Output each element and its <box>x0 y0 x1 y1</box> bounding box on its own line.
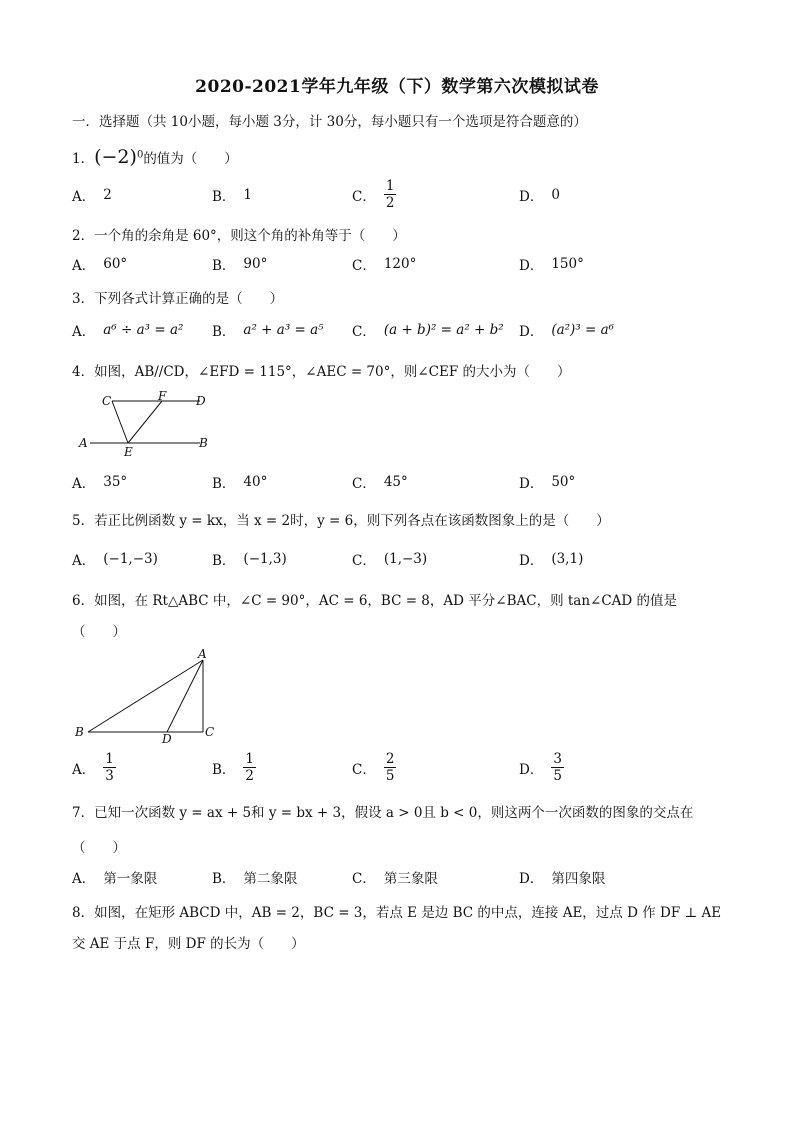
question-8: 8．如图，在矩形 ABCD 中，AB = 2，BC = 3，若点 E 是边 BC 的中点，连接 AE，过点 D 作 DF ⊥ AE <box>72 905 722 921</box>
option-c[interactable]: C． 第三象限 <box>352 871 438 887</box>
option-a[interactable]: A． 第一象限 <box>72 871 158 887</box>
option-b[interactable]: B． a² + a³ = a⁵ <box>212 322 324 340</box>
option-c[interactable]: C． $\frac{1}{2}$ <box>352 177 395 211</box>
q6-figure <box>72 644 232 746</box>
option-d[interactable]: D． (3,1) <box>519 551 584 569</box>
option-a[interactable]: A． 2 <box>72 187 112 205</box>
option-a[interactable]: A． a⁶ ÷ a³ = a² <box>72 322 184 340</box>
question-3: 3．下列各式计算正确的是（ ） <box>72 291 284 307</box>
q4-options <box>72 464 732 500</box>
option-d[interactable]: D． 50° <box>519 474 576 492</box>
option-a[interactable]: A． (−1,−3) <box>72 551 158 569</box>
option-b[interactable]: B． 40° <box>212 474 268 492</box>
label-d: D <box>162 732 172 746</box>
section-heading: 一．选择题（共 10小题，每小题 3分，计 30分，每小题只有一个选项是符合题意的） <box>72 114 587 130</box>
question-2: 2．一个角的余角是 60°，则这个角的补角等于（ ） <box>72 228 406 244</box>
label-b: B <box>199 436 208 450</box>
question-6-blank: （ ） <box>72 624 126 640</box>
fraction: $\frac{1}{2}$ <box>385 177 395 211</box>
question-4: 4．如图，AB//CD，∠EFD = 115°，∠AEC = 70°，则∠CEF 的大小为（ ） <box>72 364 571 380</box>
q1-options <box>72 177 732 213</box>
side-ab <box>88 660 203 732</box>
question-1 <box>72 146 238 168</box>
option-c[interactable]: C． 120° <box>352 256 417 274</box>
option-c[interactable]: C． (a + b)² = a² + b² <box>352 322 504 340</box>
option-d[interactable]: D． (a²)³ = a⁶ <box>519 322 615 340</box>
fraction: $\frac{1}{3}$ <box>105 750 114 784</box>
exam-title: 2020-2021学年九年级（下）数学第六次模拟试卷 <box>195 77 599 97</box>
fraction: $\frac{3}{5}$ <box>553 750 562 784</box>
label-e: E <box>124 445 133 459</box>
q4-figure <box>72 388 232 460</box>
q3-options <box>72 312 732 348</box>
option-a[interactable]: A． $\frac{1}{3}$ <box>72 750 114 784</box>
option-b[interactable]: B． (−1,3) <box>212 551 287 569</box>
q2-options <box>72 246 732 282</box>
label-b: B <box>75 725 84 739</box>
option-d[interactable]: D． 150° <box>519 256 584 274</box>
option-c[interactable]: C． $\frac{2}{5}$ <box>352 750 395 784</box>
option-b[interactable]: B． $\frac{1}{2}$ <box>212 750 255 784</box>
option-a[interactable]: A． 35° <box>72 474 128 492</box>
question-6: 6．如图，在 Rt△ABC 中，∠C = 90°，AC = 6，BC = 8，AD 平分∠BAC，则 tan∠CAD 的值是 <box>72 593 678 609</box>
label-a: A <box>79 436 88 450</box>
q1-text: 的值为（ ） <box>143 151 238 167</box>
option-b[interactable]: B． 90° <box>212 256 268 274</box>
label-a: A <box>198 647 207 661</box>
fraction: $\frac{1}{2}$ <box>245 750 255 784</box>
question-7-blank: （ ） <box>72 840 126 856</box>
option-d[interactable]: D． 0 <box>519 187 560 205</box>
option-d[interactable]: D． $\frac{3}{5}$ <box>519 750 562 784</box>
q1-exponent: 0 <box>136 149 144 161</box>
q6-options <box>72 750 732 786</box>
label-c: C <box>205 725 215 739</box>
q1-expression: (−2) <box>94 146 137 168</box>
option-d[interactable]: D． 第四象限 <box>519 871 606 887</box>
label-c: C <box>102 394 112 408</box>
q5-options <box>72 541 732 577</box>
line-ce <box>112 401 128 443</box>
question-5: 5．若正比例函数 y = kx，当 x = 2时，y = 6，则下列各点在该函数图象上的是（ ） <box>72 513 610 529</box>
q7-options <box>72 859 732 895</box>
option-c[interactable]: C． 45° <box>352 474 408 492</box>
option-c[interactable]: C． (1,−3) <box>352 551 428 569</box>
fraction: $\frac{2}{5}$ <box>385 750 395 784</box>
option-a[interactable]: A． 60° <box>72 256 128 274</box>
question-8-line2: 交 AE 于点 F，则 DF 的长为（ ） <box>72 936 305 952</box>
label-d: D <box>196 394 206 408</box>
option-b[interactable]: B． 第二象限 <box>212 871 298 887</box>
question-7: 7．已知一次函数 y = ax + 5和 y = bx + 3，假设 a > 0且 b < 0，则这两个一次函数的图象的交点在 <box>72 805 694 821</box>
line-fe <box>128 401 162 443</box>
q1-number: 1． <box>72 151 95 167</box>
option-b[interactable]: B． 1 <box>212 187 253 205</box>
label-f: F <box>158 389 167 403</box>
